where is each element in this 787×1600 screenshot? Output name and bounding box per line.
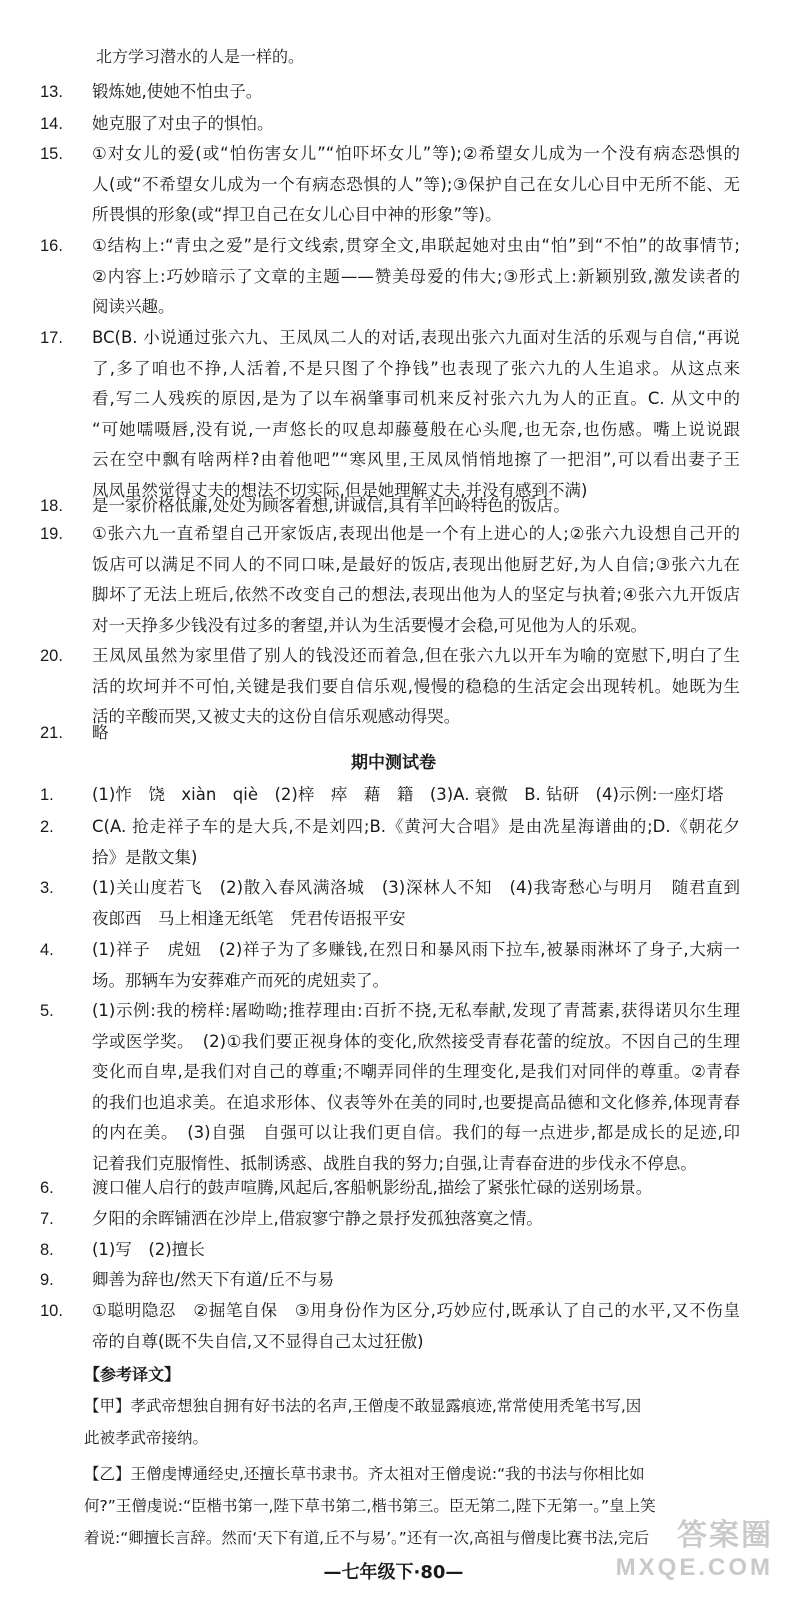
answer-line: 的我们也追求美。在追求形体、仪表等外在美的同时,也要提高品德和文化修养,体现青春 — [92, 1092, 740, 1112]
translation-line: 着说:“卿擅长言辞。然而‘天下有道,丘不与易’。”还有一次,高祖与僧虔比赛书法,完后 — [84, 1529, 650, 1547]
answer-line: (1)写 (2)擅长 — [92, 1240, 205, 1259]
answer-number: 6. — [40, 1179, 54, 1197]
answer-body — [92, 1296, 740, 1357]
answer-number: 14. — [40, 115, 63, 133]
section-title: 期中测试卷 — [351, 753, 436, 773]
answer-line: ①对女儿的爱(或“怕伤害女儿”“怕吓坏女儿”等);②希望女儿成为一个没有病态恐惧的 — [92, 144, 740, 163]
answer-number: 8. — [40, 1241, 54, 1259]
answer-body — [92, 1235, 740, 1266]
answer-line: (1)怍 饶 xiàn qiè (2)梓 瘁 藉 籍 (3)A. 衰微 B. 钻研 (4)示例:一座灯塔 — [92, 785, 724, 804]
answer-body — [92, 935, 740, 996]
answer-body — [92, 139, 740, 231]
translation-line: 何?”王僧虔说:“臣楷书第一,陛下草书第二,楷书第三。臣无第二,陛下无第一。”皇上笑 — [84, 1497, 656, 1515]
answer-body — [92, 519, 740, 641]
answer-number: 4. — [40, 941, 54, 959]
answer-line: 卿善为辞也/然天下有道/丘不与易 — [92, 1270, 335, 1289]
answer-number: 7. — [40, 1210, 54, 1228]
answer-line: ①聪明隐忍 ②掘笔自保 ③用身份作为区分,巧妙应付,既承认了自己的水平,又不伤皇 — [92, 1301, 740, 1320]
answer-line: (1)示例:我的榜样:屠呦呦;推荐理由:百折不挠,无私奉献,发现了青蒿素,获得诺贝尔生理 — [92, 1001, 740, 1020]
answer-number: 2. — [40, 818, 54, 836]
answer-line: 活的坎坷并不可怕,关键是我们要自信乐观,慢慢的稳稳的生活定会出现转机。她既为生 — [92, 676, 740, 696]
answer-number: 19. — [40, 525, 63, 543]
answer-line: ②内容上:巧妙暗示了文章的主题——赞美母爱的伟大;③形式上:新颖别致,激发读者的 — [92, 266, 740, 286]
answer-line: 拾》是散文集) — [92, 847, 198, 867]
answer-body — [92, 718, 740, 749]
watermark-logo — [616, 1510, 773, 1582]
answer-number: 9. — [40, 1271, 54, 1289]
answer-line: 学或医学奖。 (2)①我们要正视身体的变化,欣然接受青春花蕾的绽放。不因自己的生理 — [92, 1031, 740, 1051]
answer-body — [92, 1265, 740, 1296]
translation-jia — [84, 1390, 724, 1454]
answer-number: 16. — [40, 237, 63, 255]
answer-body — [92, 109, 740, 140]
continuation-text: 北方学习潜水的人是一样的。 — [96, 47, 305, 66]
answer-line: 王凤凤虽然为家里借了别人的钱没还而着急,但在张六九以开车为喻的宽慰下,明白了生 — [92, 646, 740, 665]
answer-number: 20. — [40, 647, 63, 665]
answer-body — [92, 873, 740, 934]
answer-line: 云在空中飘有啥两样?由着他吧”“寒风里,王凤凤悄悄地擦了一把泪”,可以看出妻子王 — [92, 450, 740, 469]
watermark-url: MXQE.COM — [615, 1554, 773, 1581]
answer-line: 夕阳的余晖铺洒在沙岸上,借寂寥宁静之景抒发孤独落寞之情。 — [92, 1209, 543, 1228]
answer-line: 渡口催人启行的鼓声喧腾,风起后,客船帆影纷乱,描绘了紧张忙碌的送别场景。 — [92, 1178, 653, 1197]
reference-translation-tag: 【参考译文】 — [84, 1365, 181, 1384]
answer-line: 锻炼她,使她不怕虫子。 — [92, 82, 263, 101]
answer-body — [92, 1204, 740, 1235]
answer-body — [92, 77, 740, 108]
answer-number: 13. — [40, 83, 63, 101]
answer-line: 了,多了咱也不挣,人活着,不是只图了个挣钱”也表现了张六九的人生追求。从这点来 — [92, 358, 740, 378]
answer-line: 凤凤虽然觉得丈夫的想法不切实际,但是她理解丈夫,并没有感到不满) — [92, 480, 588, 500]
translation-line: 【甲】孝武帝想独自拥有好书法的名声,王僧虔不敢显露痕迹,常常使用秃笔书写,因 — [84, 1397, 642, 1415]
watermark-text: 答案圈 — [677, 1519, 773, 1552]
answer-line: (1)关山度若飞 (2)散入春风满洛城 (3)深林人不知 (4)我寄愁心与明月 随君直到 — [92, 878, 740, 897]
answer-line: 的内在美。 (3)自强 自强可以让我们更自信。我们的每一点进步,都是成长的足迹,印 — [92, 1123, 740, 1142]
answer-line: 记着我们克服惰性、抵制诱惑、战胜自我的努力;自强,让青春奋进的步伐永不停息。 — [92, 1153, 697, 1173]
answer-body — [92, 996, 740, 1179]
answer-line: 饭店可以满足不同人的不同口味,是最好的饭店,表现出他厨艺好,为人自信;③张六九在 — [92, 554, 740, 574]
translation-line: 此被孝武帝接纳。 — [84, 1429, 209, 1447]
answer-line: 帝的自尊(既不失自信,又不显得自己太过狂傲) — [92, 1331, 424, 1351]
answer-line: 她克服了对虫子的惧怕。 — [92, 114, 274, 133]
answer-line: 看,写二人残疾的原因,是为了以车祸肇事司机来反衬张六九为人的正直。C. 从文中的 — [92, 389, 740, 408]
answer-line: 变化而自卑,是我们对自己的尊重;不嘲弄同伴的生理变化,是我们对同伴的尊重。②青春 — [92, 1062, 740, 1081]
answer-number: 15. — [40, 145, 63, 163]
translation-line: 【乙】王僧虔博通经史,还擅长草书隶书。齐太祖对王僧虔说:“我的书法与你相比如 — [84, 1465, 645, 1483]
answer-line: 脚坏了无法上班后,依然不改变自己的想法,表现出他为人的坚定与执着;④张六九开饭店 — [92, 585, 740, 604]
answer-line: ①结构上:“青虫之爱”是行文线索,贯穿全文,串联起她对虫由“怕”到“不怕”的故事情节; — [92, 236, 740, 255]
answer-line: 场。那辆车为安葬难产而死的虎妞卖了。 — [92, 970, 389, 990]
answer-body — [92, 491, 740, 522]
answer-body — [92, 323, 740, 506]
answer-line: 所畏惧的形象(或“捍卫自己在女儿心目中神的形象”等)。 — [92, 205, 502, 224]
answer-body — [92, 231, 740, 323]
answer-line: BC(B. 小说通过张六九、王凤凤二人的对话,表现出张六九面对生活的乐观与自信,“再说 — [92, 328, 740, 347]
answer-number: 10. — [40, 1302, 63, 1320]
answer-line: 是一家价格低廉,处处为顾客着想,讲诚信,具有羊凹岭特色的饭店。 — [92, 496, 570, 515]
answer-line: 活的辛酸而哭,又被丈夫的这份自信乐观感动得哭。 — [92, 707, 461, 726]
page-footer: —七年级下·80— — [323, 1562, 464, 1583]
answer-line: (1)祥子 虎妞 (2)祥子为了多赚钱,在烈日和暴风雨下拉车,被暴雨淋坏了身子,大病一 — [92, 940, 740, 959]
answer-line: 人(或“不希望女儿成为一个有病态恐惧的人”等);③保护自己在女儿心目中无所不能、无 — [92, 174, 740, 194]
answer-number: 21. — [40, 724, 63, 742]
answer-number: 3. — [40, 879, 54, 897]
answer-number: 18. — [40, 497, 63, 515]
answer-line: “可她嚅嗫唇,没有说,一声悠长的叹息却藤蔓般在心头爬,也无奈,也伤感。嘴上说说跟 — [92, 419, 740, 439]
answer-line: 阅读兴趣。 — [92, 297, 175, 316]
answer-body — [92, 1173, 740, 1204]
answer-line: 夜郎西 马上相逢无纸笔 凭君传语报平安 — [92, 908, 406, 928]
answer-body — [92, 780, 740, 811]
answer-number: 17. — [40, 329, 63, 347]
answer-line: ①张六九一直希望自己开家饭店,表现出他是一个有上进心的人;②张六九设想自己开的 — [92, 524, 740, 543]
answer-line: 对一天挣多少钱没有过多的奢望,并认为生活要慢才会稳,可见他为人的乐观。 — [92, 615, 647, 635]
answer-number: 1. — [40, 786, 54, 804]
answer-line: 略 — [92, 723, 109, 742]
answer-line: C(A. 抢走祥子车的是大兵,不是刘四;B.《黄河大合唱》是由冼星海谱曲的;D.《朝花夕 — [92, 817, 740, 836]
answer-body — [92, 812, 740, 873]
answer-number: 5. — [40, 1002, 54, 1020]
